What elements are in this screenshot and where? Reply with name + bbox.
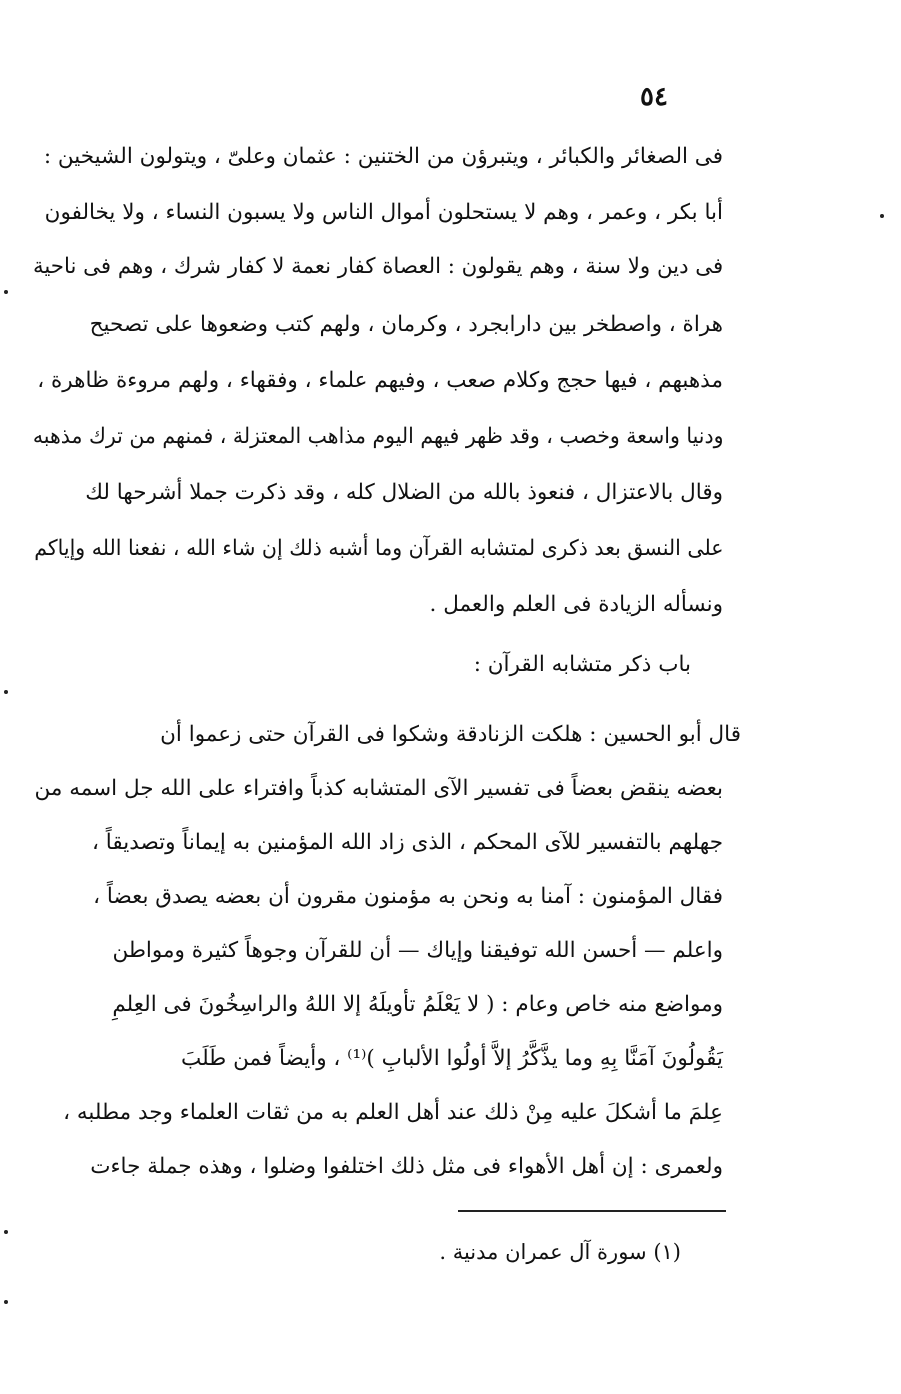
text-line: فقال المؤمنون : آمنا به ونحن به مؤمنون مقرون أن بعضه يصدق بعضاً ، bbox=[93, 884, 723, 909]
text-line: على النسق بعد ذكرى لمتشابه القرآن وما أشبه ذلك إن شاء الله ، نفعنا الله وإياكم bbox=[33, 536, 723, 561]
text-line: يَقُولُونَ آمَنَّا بِهِ وما يذَّكَّرُ إلاَّ أولُوا الألبابِ )⁽¹⁾ ، وأيضاً فمن طَلَبَ bbox=[180, 1046, 723, 1071]
footnote-divider bbox=[458, 1210, 726, 1212]
margin-dot bbox=[4, 690, 8, 694]
margin-dot bbox=[4, 1230, 8, 1234]
text-line: عِلمَ ما أشكلَ عليه مِنْ ذلك عند أهل العلم به من ثقات العلماء وجد مطلبه ، bbox=[63, 1100, 723, 1125]
paragraph-1 bbox=[33, 142, 723, 622]
text-line: ودنيا واسعة وخصب ، وقد ظهر فيهم اليوم مذاهب المعتزلة ، فمنهم من ترك مذهبه bbox=[32, 424, 723, 449]
text-line: ولعمرى : إن أهل الأهواء فى مثل ذلك اختلفوا وضلوا ، وهذه جملة جاءت bbox=[90, 1154, 723, 1179]
text-line: أبا بكر ، وعمر ، وهم لا يستحلون أموال الناس ولا يسبون النساء ، ولا يخالفون bbox=[44, 200, 723, 225]
text-line: قال أبو الحسين : هلكت الزنادقة وشكوا فى القرآن حتى زعموا أن bbox=[160, 722, 741, 747]
margin-dot bbox=[880, 214, 884, 218]
text-line: فى دين ولا سنة ، وهم يقولون : العصاة كفار نعمة لا كفار شرك ، وهم فى ناحية bbox=[32, 254, 723, 279]
text-line: مذهبهم ، فيها حجج وكلام صعب ، وفيهم علماء ، وفقهاء ، ولهم مروءة ظاهرة ، bbox=[37, 368, 723, 393]
footnote: (١) سورة آل عمران مدنية . bbox=[439, 1240, 681, 1264]
text-line: جهلهم بالتفسير للآى المحكم ، الذى زاد الله المؤمنين به إيماناً وتصديقاً ، bbox=[92, 830, 723, 855]
text-line: هراة ، واصطخر بين دارابجرد ، وكرمان ، ولهم كتب وضعوها على تصحيح bbox=[89, 312, 723, 337]
margin-dot bbox=[4, 290, 8, 294]
text-line: وقال بالاعتزال ، فنعوذ بالله من الضلال كله ، وقد ذكرت جملا أشرحها لك bbox=[85, 480, 723, 505]
text-line: ومواضع منه خاص وعام : ( لا يَعْلَمُ تأويلَهُ إلا اللهُ والراسِخُونَ فى العِلمِ bbox=[112, 992, 723, 1017]
text-line: ونسأله الزيادة فى العلم والعمل . bbox=[429, 592, 723, 617]
paragraph-2 bbox=[33, 720, 741, 1190]
margin-dot bbox=[4, 1300, 8, 1304]
text-line: واعلم — أحسن الله توفيقنا وإياك — أن للقرآن وجوهاً كثيرة ومواطن bbox=[112, 938, 723, 963]
page-number: ٥٤ bbox=[640, 82, 668, 112]
text-line: فى الصغائر والكبائر ، ويتبرؤن من الختنين : عثمان وعلىّ ، ويتولون الشيخين : bbox=[43, 144, 723, 169]
text-line: بعضه ينقض بعضاً فى تفسير الآى المتشابه كذباً وافتراء على الله جل اسمه من bbox=[34, 776, 723, 801]
section-heading: باب ذكر متشابه القرآن : bbox=[473, 652, 691, 677]
